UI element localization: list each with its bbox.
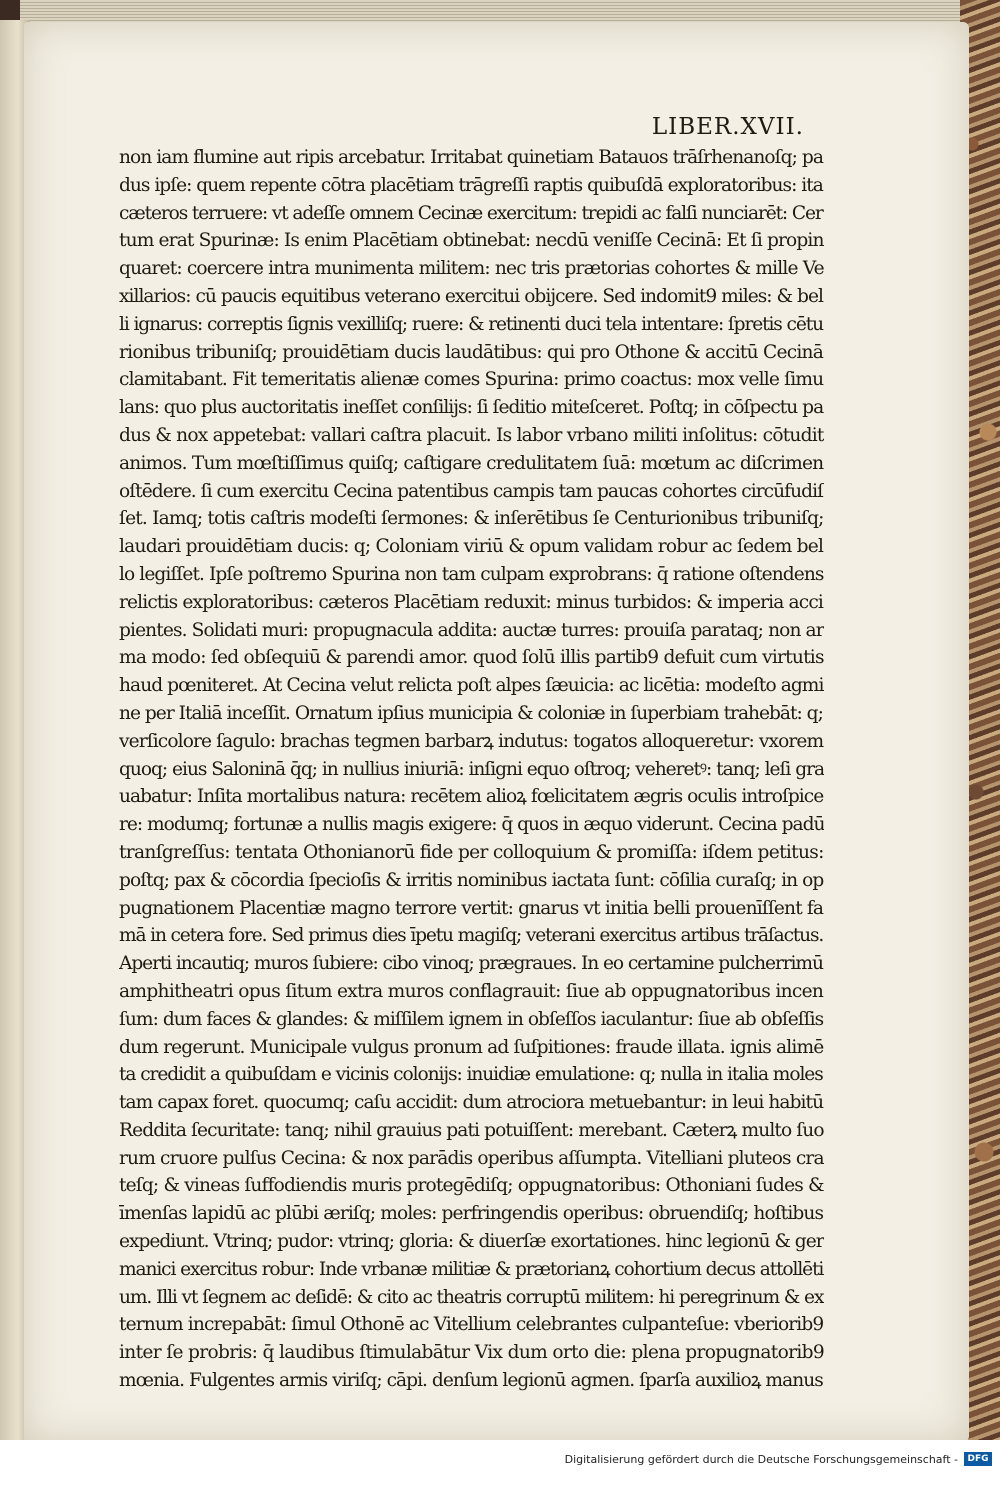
text-line: pientes. Solidati muri: propugnacula addita: auctæ turres: prouiſa parataq; non ar <box>119 619 824 641</box>
text-line: quaret: coercere intra munimenta militem: nec tris prætorias cohortes & mille Ve <box>119 258 824 280</box>
text-line: non iam flumine aut ripis arcebatur. Irritabat quinetiam Batauos trāſrhenanoſq; pa <box>119 147 823 168</box>
text-line: ne per Italiā inceſſit. Ornatum ipſius municipia & coloniæ in ſuperbiam trahebāt: q; <box>119 702 823 724</box>
text-line: inter ſe probris: q̄ laudibus ſtimulabātur Vix dum orto die: plena propugnatorib9 <box>119 1342 824 1364</box>
dfg-logo-icon: DFG <box>964 1452 992 1466</box>
text-line: ta credidit a quibuſdam e vicinis colonijs: inuidiæ emulatione: q; nulla in italia moles <box>119 1064 823 1086</box>
text-line: um. Illi vt ſegnem ac deſidē: & cito ac theatris corruptū militem: hi peregrinum & ex <box>119 1286 824 1308</box>
footer-bar <box>0 1440 1000 1490</box>
text-line: lo legiſſet. Ipſe poſtremo Spurina non tam culpam exprobrans: q̄ ratione oſtendens <box>119 563 824 585</box>
text-line: poſtq; pax & cōcordia ſpecioſis & irritis nominibus iactata ſunt: cōſilia curaſq; in op <box>119 869 824 891</box>
text-line: tam capax foret. quocumq; caſu accidit: dum atrociora metuebantur: in leui habitū <box>119 1092 824 1114</box>
text-line: īmenſas lapidū ac plūbi æriſq; moles: perfringendis operibus: obruendiſq; hoſtibus <box>119 1203 824 1225</box>
text-line: lans: quo plus auctoritatis ineſſet conſilijs: ſi ſeditio miteſceret. Poſtq; in cōſpectu pa <box>119 397 824 419</box>
text-line: ſet. Iamq; totis caſtris modeſti ſermones: & inſerētibus ſe Centurionibus tribuniſq; <box>119 508 824 530</box>
text-line: dum regerunt. Municipale vulgus pronum ad ſuſpitiones: fraude illata. ignis alimē <box>119 1036 824 1058</box>
text-line: relictis exploratoribus: cæteros Placētiam reduxit: minus turbidos: & imperia acci <box>119 591 823 613</box>
text-line: re: modumq; fortunæ a nullis magis exigere: q̄ quos in æquo viderunt. Cecina padū <box>119 814 824 836</box>
text-line: manici exercitus robur: Inde vrbanæ militiæ & prætorianꝝ cohortium decus attollēti <box>119 1258 824 1280</box>
text-line: rum cruore pulſus Cecina: & nox parādis operibus aſſumpta. Vitelliani pluteos cra <box>119 1147 824 1169</box>
text-line: expediunt. Vtrinq; pudor: vtrinq; gloria: & diuerſæ exortationes. hinc legionū & ger <box>119 1231 824 1253</box>
text-line: haud pœniteret. At Cecina velut relicta poſt alpes ſæuicia: ac licētia: modeſto agmi <box>119 675 824 697</box>
funding-credit: Digitalisierung gefördert durch die Deutsche Forschungsgemeinschaft - <box>564 1453 958 1466</box>
text-line: ma modo: ſed obſequiū & parendi amor. quod ſolū illis partib9 defuit cum virtutis <box>119 647 824 669</box>
text-line: teſq; & vineas ſuffodiendis muris protegēdiſq; oppugnatoribus: Othoniani ſudes & <box>119 1175 824 1197</box>
text-line: verſicolore ſagulo: brachas tegmen barbarꝝ indutus: togatos alloqueretur: vxorem <box>119 730 824 752</box>
text-line: oſtēdere. ſi cum exercitu Cecina patentibus campis tam paucas cohortes circūfudiſ <box>119 480 824 502</box>
text-line: mœnia. Fulgentes armis viriſq; cāpi. denſum legionū agmen. ſparſa auxilioꝝ manus <box>119 1370 823 1392</box>
text-line: pugnationem Placentiæ magno terrore vertit: gnarus vt initia belli prouenīſſent fa <box>119 897 824 919</box>
text-lines <box>119 144 824 1395</box>
text-line: laudari prouidētiam ducis: q; Coloniam viriū & opum validam robur ac ſedem bel <box>119 536 824 558</box>
text-line: rionibus tribuniſq; prouidētiam ducis laudātibus: qui pro Othone & accitū Cecinā <box>119 341 824 363</box>
running-heading: LIBER.XVII. <box>651 114 804 140</box>
text-line: dus ipſe: quem repente cōtra placētiam trāgreſſi raptis quibuſdā exploratoribus: ita <box>119 174 823 196</box>
text-line: mā in cetera fore. Sed primus dies īpetu magiſq; veterani exercitus artibus trāſactus. <box>119 925 824 947</box>
text-line: xillarios: cū paucis equitibus veterano exercitui obijcere. Sed indomit9 miles: & bel <box>119 285 823 307</box>
text-line: animos. Tum mœſtiſſimus quiſq; caſtigare credulitatem ſuā: mœtum ac diſcrimen <box>119 452 824 474</box>
text-line: uabatur: Inſita mortalibus natura: recētem alioꝝ fœlicitatem ægris oculis introſpice <box>119 786 824 808</box>
text-line: amphitheatri opus ſitum extra muros conflagrauit: ſiue ab oppugnatoribus incen <box>119 980 824 1002</box>
text-line: ternum increpabāt: ſimul Othonē ac Vitellium celebrantes culpanteſue: vberiorib9 <box>119 1314 824 1336</box>
text-line: cæteros terruere: vt adeſſe omnem Cecinæ exercitum: trepidi ac falſi nunciarēt: Cer <box>119 202 823 224</box>
text-block <box>119 110 824 1395</box>
text-line: dus & nox appetebat: vallari caſtra placuit. Is labor vrbano militi inſolitus: cōtudit <box>119 424 824 446</box>
text-line: Aperti incautiq; muros ſubiere: cibo vinoq; prægraues. In eo certamine pulcherrimū <box>119 953 823 975</box>
text-line: tranſgreſſus: tentata Othonianorū fide per colloquium & promiſſa: iſdem petitus: <box>119 841 824 863</box>
book-page <box>24 22 969 1442</box>
text-line: Reddita ſecuritate: tanq; nihil grauius pati potuiſſent: merebant. Cæterꝝ multo ſuo <box>119 1119 824 1141</box>
text-line: quoq; eius Saloninā q̄q; in nullius iniuriā: inſigni equo oſtroq; veheretꝰ: tanq; leſi gra <box>119 758 824 780</box>
text-line: li ignarus: correptis ſignis vexilliſq; ruere: & retinenti duci tela intentare: ſpretis cētu <box>119 313 823 335</box>
text-line: tum erat Spurinæ: Is enim Placētiam obtinebat: necdū veniſſe Cecinā: Et ſi propin <box>119 230 824 252</box>
text-line: clamitabant. Fit temeritatis alienæ comes Spurina: primo coactus: mox velle ſimu <box>119 369 824 391</box>
text-line: ſum: dum faces & glandes: & miſſilem ignem in obſeſſos iaculantur: ſiue ab obſeſſis <box>119 1008 824 1030</box>
